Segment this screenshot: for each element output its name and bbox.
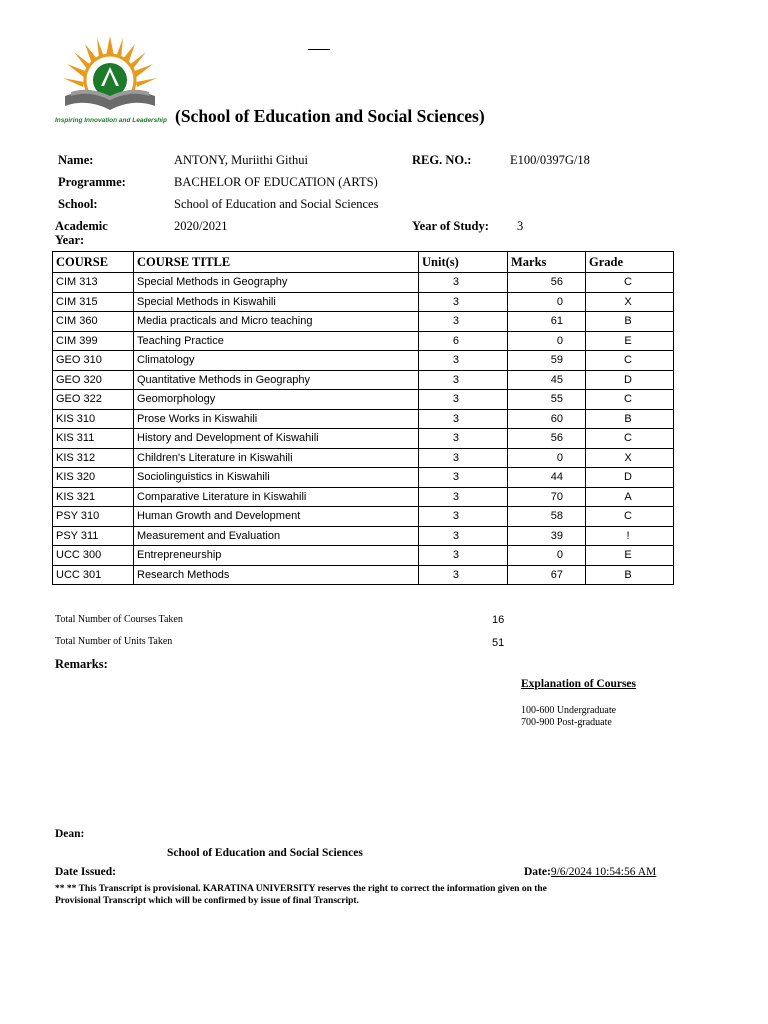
year-of-study: 3	[517, 219, 524, 233]
course-grade: C	[586, 429, 674, 449]
table-row	[53, 546, 674, 566]
course-units: 3	[419, 312, 508, 332]
course-title: Children's Literature in Kiswahili	[134, 448, 419, 468]
explanation-title: Explanation of Courses	[521, 678, 637, 690]
course-code: GEO 310	[53, 351, 134, 371]
course-grade: C	[586, 351, 674, 371]
header-grade: Grade	[586, 252, 674, 273]
course-marks: 70	[508, 487, 586, 507]
course-marks: 45	[508, 370, 586, 390]
course-marks: 67	[508, 565, 586, 585]
date-issued-label: Date Issued:	[55, 866, 117, 878]
course-code: KIS 320	[53, 468, 134, 488]
course-grade: D	[586, 370, 674, 390]
header-marks: Marks	[508, 252, 586, 273]
table-row	[53, 429, 674, 449]
course-title: Sociolinguistics in Kiswahili	[134, 468, 419, 488]
course-grade: !	[586, 526, 674, 546]
total-units-label: Total Number of Units Taken	[55, 636, 173, 647]
dean-school: School of Education and Social Sciences	[167, 847, 363, 859]
date-value: 9/6/2024 10:54:56 AM	[550, 866, 657, 878]
programme-label: Programme:	[58, 175, 126, 189]
course-units: 3	[419, 370, 508, 390]
provisional-note-line-1: ** ** This Transcript is provisional. KARATINA UNIVERSITY reserves the right to correct the information given on the	[55, 884, 547, 894]
course-code: PSY 310	[53, 507, 134, 527]
course-code: GEO 320	[53, 370, 134, 390]
course-code: GEO 322	[53, 390, 134, 410]
course-title: Measurement and Evaluation	[134, 526, 419, 546]
table-row	[53, 409, 674, 429]
course-marks: 0	[508, 546, 586, 566]
table-row	[53, 331, 674, 351]
header-course: COURSE	[53, 252, 134, 273]
course-title: Human Growth and Development	[134, 507, 419, 527]
table-row	[53, 370, 674, 390]
course-title: Research Methods	[134, 565, 419, 585]
table-row	[53, 468, 674, 488]
course-code: KIS 312	[53, 448, 134, 468]
issue-date	[524, 866, 656, 878]
course-marks: 60	[508, 409, 586, 429]
course-units: 3	[419, 448, 508, 468]
course-title: Special Methods in Geography	[134, 273, 419, 293]
course-units: 6	[419, 331, 508, 351]
course-grade: E	[586, 331, 674, 351]
course-grade: C	[586, 390, 674, 410]
course-grade: A	[586, 487, 674, 507]
table-row	[53, 292, 674, 312]
school-name: School of Education and Social Sciences	[174, 197, 379, 211]
reg-no: E100/0397G/18	[510, 153, 590, 167]
course-code: KIS 321	[53, 487, 134, 507]
course-marks: 59	[508, 351, 586, 371]
total-courses: 16	[492, 614, 505, 626]
course-units: 3	[419, 390, 508, 410]
header-dash	[308, 49, 330, 50]
course-grade: E	[586, 546, 674, 566]
course-marks: 44	[508, 468, 586, 488]
provisional-note-line-2: Provisional Transcript which will be confirmed by issue of final Transcript.	[55, 896, 359, 906]
course-marks: 0	[508, 448, 586, 468]
programme: BACHELOR OF EDUCATION (ARTS)	[174, 175, 378, 189]
explanation-postgraduate: 700-900 Post-graduate	[521, 717, 612, 728]
table-row	[53, 273, 674, 293]
course-units: 3	[419, 546, 508, 566]
year-label: Year:	[55, 233, 85, 247]
academic-label: Academic	[55, 219, 108, 233]
course-code: CIM 313	[53, 273, 134, 293]
course-grade: X	[586, 448, 674, 468]
course-code: KIS 311	[53, 429, 134, 449]
course-units: 3	[419, 292, 508, 312]
course-marks: 56	[508, 429, 586, 449]
dean-label: Dean:	[55, 828, 85, 840]
course-title: Quantitative Methods in Geography	[134, 370, 419, 390]
course-table	[52, 251, 674, 585]
school-label: School:	[58, 197, 98, 211]
course-code: CIM 315	[53, 292, 134, 312]
course-units: 3	[419, 351, 508, 371]
course-marks: 39	[508, 526, 586, 546]
course-marks: 55	[508, 390, 586, 410]
table-row	[53, 351, 674, 371]
academic-year: 2020/2021	[174, 219, 228, 233]
course-code: CIM 360	[53, 312, 134, 332]
table-row	[53, 565, 674, 585]
remarks-label: Remarks:	[55, 657, 108, 671]
course-units: 3	[419, 487, 508, 507]
course-code: KIS 310	[53, 409, 134, 429]
course-marks: 58	[508, 507, 586, 527]
course-units: 3	[419, 565, 508, 585]
course-code: UCC 301	[53, 565, 134, 585]
date-label: Date:	[524, 866, 551, 878]
course-title: Special Methods in Kiswahili	[134, 292, 419, 312]
table-row	[53, 487, 674, 507]
school-heading: (School of Education and Social Sciences)	[175, 106, 485, 126]
course-title: Teaching Practice	[134, 331, 419, 351]
university-logo	[55, 30, 165, 130]
course-title: Prose Works in Kiswahili	[134, 409, 419, 429]
course-marks: 61	[508, 312, 586, 332]
total-courses-label: Total Number of Courses Taken	[55, 614, 183, 625]
course-title: Comparative Literature in Kiswahili	[134, 487, 419, 507]
course-units: 3	[419, 468, 508, 488]
name-label: Name:	[58, 153, 94, 167]
table-row	[53, 526, 674, 546]
course-grade: B	[586, 565, 674, 585]
course-units: 3	[419, 526, 508, 546]
course-grade: B	[586, 312, 674, 332]
course-grade: B	[586, 409, 674, 429]
course-grade: C	[586, 507, 674, 527]
course-marks: 0	[508, 331, 586, 351]
course-title: Climatology	[134, 351, 419, 371]
course-grade: X	[586, 292, 674, 312]
course-units: 3	[419, 273, 508, 293]
table-row	[53, 507, 674, 527]
header-course-title: COURSE TITLE	[134, 252, 419, 273]
table-row	[53, 312, 674, 332]
explanation-undergraduate: 100-600 Undergraduate	[521, 705, 617, 716]
course-marks: 0	[508, 292, 586, 312]
course-code: PSY 311	[53, 526, 134, 546]
course-units: 3	[419, 409, 508, 429]
course-title: History and Development of Kiswahili	[134, 429, 419, 449]
table-row	[53, 448, 674, 468]
table-header-row	[53, 252, 674, 273]
student-name: ANTONY, Muriithi Githui	[174, 153, 308, 167]
course-title: Entrepreneurship	[134, 546, 419, 566]
year-of-study-label: Year of Study:	[412, 219, 489, 233]
table-row	[53, 390, 674, 410]
reg-no-label: REG. NO.:	[412, 153, 472, 167]
course-code: CIM 399	[53, 331, 134, 351]
course-title: Geomorphology	[134, 390, 419, 410]
course-code: UCC 300	[53, 546, 134, 566]
course-grade: D	[586, 468, 674, 488]
course-units: 3	[419, 429, 508, 449]
course-marks: 56	[508, 273, 586, 293]
course-grade: C	[586, 273, 674, 293]
course-title: Media practicals and Micro teaching	[134, 312, 419, 332]
course-units: 3	[419, 507, 508, 527]
header-units: Unit(s)	[419, 252, 508, 273]
total-units: 51	[492, 637, 505, 649]
logo-tagline: Inspiring Innovation and Leadership	[55, 117, 167, 124]
